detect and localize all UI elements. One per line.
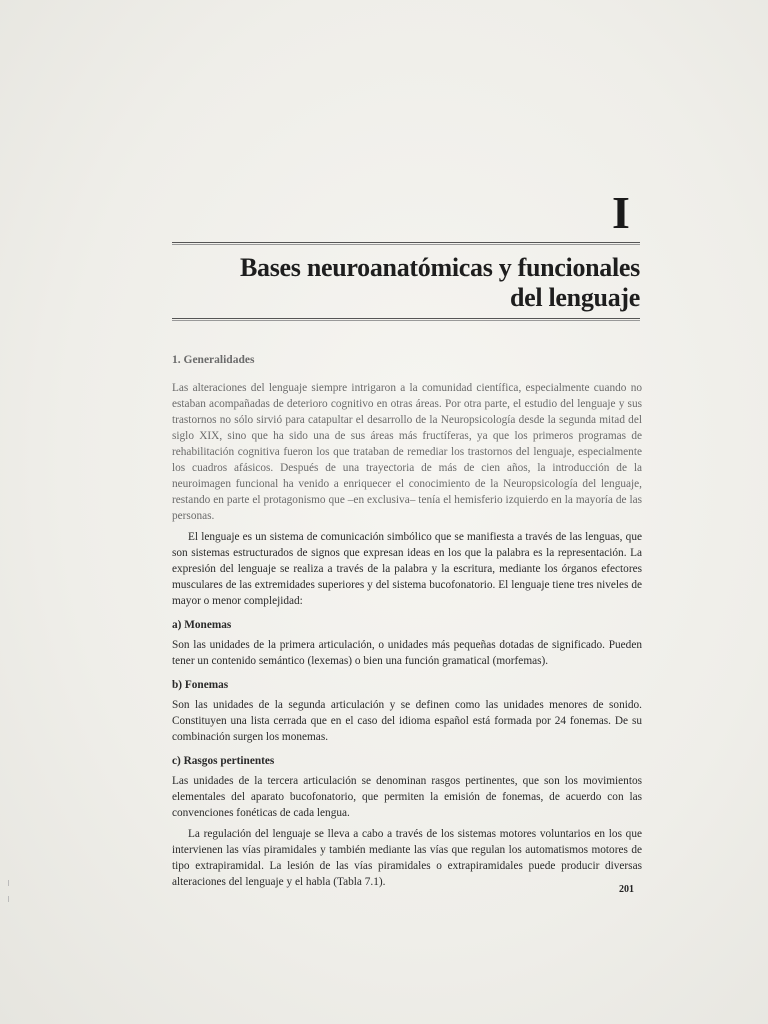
paragraph-rasgos: Las unidades de la tercera articulación se denominan rasgos pertinentes, que son los movimientos elementales del aparato bucofonatorio, que permiten la emisión de fonemas, de acuerdo con las convenciones fonéticas de cada lengua.	[172, 775, 642, 819]
paragraph-intro: Las alteraciones del lenguaje siempre intrigaron a la comunidad científica, especialmente cuando no estaban acompañadas de deterioro cognitivo en otras áreas. Por otra parte, el estudio del lenguaje y sus trastornos no sólo sirvió para catapultar el desarrollo de la Neuropsicología desde la segunda mitad del siglo XIX, sino que ha sido una de sus áreas más fructíferas, ya que los primeros programas de rehabilitación cognitiva fueron los que trataban de remediar los trastornos del lenguaje, especialmente los cuadros afásicos. Después de una trayectoria de más de cien años, la introducción de la neuroimagen funcional ha venido a enriquecer el conocimiento de la Neuropsicología del lenguaje, restando en parte el protagonismo que –en exclusiva– tenía el hemisferio izquierdo en la mayoría de las personas.	[172, 382, 642, 522]
paragraph-fonemas: Son las unidades de la segunda articulación y se definen como las unidades menores de sonido. Constituyen una lista cerrada que en el caso del idioma español está formada por 24 fonemas. De su combinación surgen los monemas.	[172, 699, 642, 743]
page-number: 201	[619, 884, 634, 895]
chapter-number: I	[612, 187, 630, 238]
section-heading: 1. Generalidades	[172, 354, 255, 366]
chapter-title	[180, 253, 640, 313]
paragraph-definition: El lenguaje es un sistema de comunicación simbólico que se manifiesta a través de las lenguas, que son sistemas estructurados de signos que expresan ideas en los que la palabra es la representación. La expresión del lenguaje se realiza a través de la palabra y la escritura, mediante los órganos efectores musculares de las extremidades superiores y del sistema bucofonatorio. El lenguaje tiene tres niveles de mayor o menor complejidad:	[172, 531, 642, 607]
scan-speck	[8, 880, 9, 886]
chapter-title-line-2: del lenguaje	[509, 283, 640, 312]
subheading-fonemas: b) Fonemas	[172, 679, 229, 691]
title-rule-top	[172, 242, 640, 245]
scan-speck	[8, 896, 9, 902]
body-text	[172, 352, 642, 890]
chapter-title-line-1: Bases neuroanatómicas y funcionales	[240, 253, 640, 282]
subheading-monemas: a) Monemas	[172, 619, 232, 631]
paragraph-regulation: La regulación del lenguaje se lleva a cabo a través de los sistemas motores voluntarios en los que intervienen las vías piramidales y también mediante las vías que regulan los automatismos motores de tipo extrapiramidal. La lesión de las vías piramidales o extrapiramidales puede producir diversas alteraciones del lenguaje y el habla (Tabla 7.1).	[172, 828, 642, 888]
title-rule-bottom	[172, 318, 640, 321]
paragraph-monemas: Son las unidades de la primera articulación, o unidades más pequeñas dotadas de significado. Pueden tener un contenido semántico (lexemas) o bien una función gramatical (morfemas).	[172, 639, 642, 667]
subheading-rasgos: c) Rasgos pertinentes	[172, 755, 275, 767]
